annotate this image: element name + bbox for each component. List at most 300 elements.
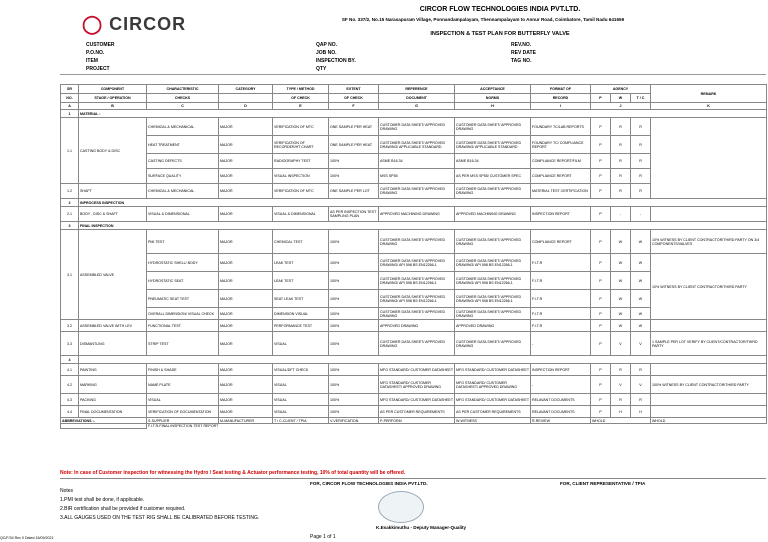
row-reference: CUSTOMER DATA SHEET/ APPROVED DRAWING/ APPLICABLE STANDARD bbox=[379, 136, 455, 154]
row-acceptance: CUSTOMER DATA SHEET/ APPROVED DRAWING bbox=[455, 308, 531, 320]
row-extent: ONE SAMPLE PER HEAT bbox=[329, 118, 379, 136]
row-tc: V bbox=[631, 332, 651, 356]
field-qap: QAP NO. bbox=[316, 42, 338, 48]
col-sr: SR bbox=[61, 85, 79, 94]
row-acceptance: MFG STANDARD/ CUSTOMER DATASHEET bbox=[455, 394, 531, 406]
row-format: - bbox=[531, 376, 591, 394]
row-category: MAJOR bbox=[219, 154, 273, 169]
row-p: P bbox=[591, 230, 611, 254]
row-characteristic: CHEMICAL & MECHANICAL bbox=[147, 184, 219, 199]
row-tc: W bbox=[631, 230, 651, 254]
section-no: 3 bbox=[61, 222, 79, 230]
row-tc: V bbox=[631, 376, 651, 394]
col-norms: NORMS bbox=[455, 94, 531, 103]
table-row bbox=[61, 376, 767, 394]
section-row bbox=[61, 199, 767, 207]
notes-title: Notes bbox=[60, 488, 74, 494]
section-no: 1 bbox=[61, 110, 79, 118]
abbr-client: T / C-CLIENT / TPIA bbox=[273, 418, 329, 424]
row-extent: 100% bbox=[329, 230, 379, 254]
row-category: MAJOR bbox=[219, 118, 273, 136]
table-row bbox=[61, 254, 767, 272]
header-row-letters bbox=[61, 103, 767, 110]
row-p: P bbox=[591, 184, 611, 199]
row-no: 4.2 bbox=[61, 376, 79, 394]
col-acceptance: ACCEPTANCE bbox=[455, 85, 531, 94]
row-no: 3.3 bbox=[61, 332, 79, 356]
row-remark bbox=[651, 118, 767, 199]
table-row bbox=[61, 364, 767, 376]
col-type: TYPE / METHOD bbox=[273, 85, 329, 94]
col-format: FORMAT OF bbox=[531, 85, 591, 94]
row-characteristic: HYDROSTATIC SEAT bbox=[147, 272, 219, 290]
row-component: ASSEMBLED VALVE bbox=[79, 230, 147, 320]
row-p: P bbox=[591, 254, 611, 272]
col-agency: AGENCY bbox=[591, 85, 651, 94]
row-no: 3.2 bbox=[61, 320, 79, 332]
section-name: FINAL INSPECTION bbox=[79, 222, 767, 230]
field-item: ITEM bbox=[86, 58, 98, 64]
row-remark: 100% WITNESS BY CLIENT CONTRACTOR/THIRD PARTY bbox=[651, 376, 767, 394]
letter-j: J bbox=[591, 103, 651, 110]
col-record: RECORD bbox=[531, 94, 591, 103]
row-format: RELAVANT DOCUMENTS bbox=[531, 394, 591, 406]
row-acceptance: CUSTOMER DATA SHEET/ APPROVED DRAWING bbox=[455, 230, 531, 254]
row-type: VISUAL & DIMENSIONAL bbox=[273, 207, 329, 222]
row-reference: MFG STANDARD/ CUSTOMER DATASHEET/ APPROVED DRAWING bbox=[379, 376, 455, 394]
row-format: F.I.T.R bbox=[531, 272, 591, 290]
row-w: W bbox=[611, 308, 631, 320]
company-seal-stamp bbox=[378, 491, 424, 523]
signer-name: K.Esakkimuthu - Deputy Manager-Quality bbox=[376, 525, 467, 530]
row-type: LEAK TEST bbox=[273, 254, 329, 272]
row-extent: 100% bbox=[329, 364, 379, 376]
field-tag: TAG NO. bbox=[511, 58, 532, 64]
row-no: 2.1 bbox=[61, 207, 79, 222]
row-component: MARKING bbox=[79, 376, 147, 394]
col-remark: REMARK bbox=[651, 85, 767, 103]
row-no: 4.4 bbox=[61, 406, 79, 418]
row-w: V bbox=[611, 332, 631, 356]
row-remark: 10% WITNESS BY CLIENT CONTRACTOR/THIRD PARTY ON 3/4 COMPONENTS/VALVES bbox=[651, 230, 767, 254]
row-component: PAINTING bbox=[79, 364, 147, 376]
row-reference: MFG STANDARD/ CUSTOMER DATASHEET bbox=[379, 364, 455, 376]
document-header bbox=[60, 4, 766, 75]
row-type: VISUAL bbox=[273, 376, 329, 394]
row-extent: ONE SAMPLE PER LOT bbox=[329, 184, 379, 199]
letter-c: C bbox=[147, 103, 219, 110]
row-type: CHEMICAL TEST bbox=[273, 230, 329, 254]
abbr-hold-2: WHOLD bbox=[651, 418, 767, 424]
section-name: MATERIAL : bbox=[79, 110, 767, 118]
field-po: P.O.NO. bbox=[86, 50, 105, 56]
row-characteristic: HYDROSTATIC SHELL/ BODY bbox=[147, 254, 219, 272]
row-p: P bbox=[591, 136, 611, 154]
row-tc: R bbox=[631, 118, 651, 136]
row-type: PERFORMANCE TEST bbox=[273, 320, 329, 332]
row-category: MAJOR bbox=[219, 290, 273, 308]
document-page bbox=[60, 4, 766, 530]
row-extent: 100% bbox=[329, 376, 379, 394]
itp-table bbox=[60, 84, 767, 429]
row-characteristic: OVERALL DIMENSION/ VISUAL CHECK bbox=[147, 308, 219, 320]
row-category: MAJOR bbox=[219, 308, 273, 320]
row-w: W bbox=[611, 254, 631, 272]
row-tc: R bbox=[631, 364, 651, 376]
row-no: 4.1 bbox=[61, 364, 79, 376]
row-reference: CUSTOMER DATA SHEET/ APPROVED DRAWING/ API 598 BS EN12266-1 bbox=[379, 254, 455, 272]
abbr-fitr: F.I.T.R-FINAL INSPECTION TEST REPORT bbox=[148, 424, 219, 429]
row-reference: CUSTOMER DATA SHEET/ APPROVED DRAWING bbox=[379, 184, 455, 199]
row-characteristic: HEAT TREATMENT bbox=[147, 136, 219, 154]
row-reference: CUSTOMER DATA SHEET/ APPROVED DRAWING bbox=[379, 118, 455, 136]
row-tc: W bbox=[631, 272, 651, 290]
abbr-title: ABBREVIATIONS :- bbox=[61, 418, 147, 424]
row-extent: 100% bbox=[329, 272, 379, 290]
row-no: 3.1 bbox=[61, 230, 79, 320]
row-tc: W bbox=[631, 290, 651, 308]
row-extent: 100% bbox=[329, 320, 379, 332]
row-acceptance: MFG STANDARD/ CUSTOMER DATASHEET/ APPROVED DRAWING bbox=[455, 376, 531, 394]
signature-section bbox=[60, 478, 766, 531]
col-extent: EXTENT bbox=[329, 85, 379, 94]
abbr-verification: V-VERIFICATION bbox=[329, 418, 379, 424]
row-characteristic: VERIFICATION OF DOCUMENTATION bbox=[147, 406, 219, 418]
col-no: NO. bbox=[61, 94, 79, 103]
row-tc: W bbox=[631, 308, 651, 320]
row-w: R bbox=[611, 184, 631, 199]
letter-d: D bbox=[219, 103, 273, 110]
field-inspby: INSPECTION BY. bbox=[316, 58, 356, 64]
field-rev: REV.NO. bbox=[511, 42, 532, 48]
row-tc: R bbox=[631, 394, 651, 406]
row-remark bbox=[651, 364, 767, 376]
row-w: R bbox=[611, 364, 631, 376]
row-p: P bbox=[591, 169, 611, 184]
row-format: INSPECTION REPORT bbox=[531, 207, 591, 222]
row-reference: APPROVED DRAWING bbox=[379, 320, 455, 332]
company-address: SF No. 337/2, No.15 Narasapuram Village, Ponnandampalayam, Thennampalayam to Annur Road, Coimbatore, Tamil Nadu 641659 bbox=[341, 17, 625, 22]
section-no: 4 bbox=[61, 356, 79, 364]
row-acceptance: AS PER MSS SP55/ CUSTOMER SPEC bbox=[455, 169, 531, 184]
row-format: INSPECTION REPORT bbox=[531, 364, 591, 376]
letter-b: B bbox=[79, 103, 147, 110]
letter-e: E bbox=[273, 103, 329, 110]
row-type: VISUAL bbox=[273, 394, 329, 406]
field-job: JOB NO. bbox=[316, 50, 337, 56]
row-extent: 100% bbox=[329, 332, 379, 356]
row-p: P bbox=[591, 118, 611, 136]
table-row bbox=[61, 207, 767, 222]
letter-i: I bbox=[531, 103, 591, 110]
row-w: W bbox=[611, 320, 631, 332]
row-reference: APPROVED MACHINING DRAWING bbox=[379, 207, 455, 222]
row-type: VISUAL bbox=[273, 332, 329, 356]
row-acceptance: CUSTOMER DATA SHEET/ APPROVED DRAWING bbox=[455, 184, 531, 199]
col-tc: T / C bbox=[631, 94, 651, 103]
row-tc: R bbox=[631, 184, 651, 199]
company-name: CIRCOR FLOW TECHNOLOGIES INDIA PVT.LTD. bbox=[419, 6, 581, 13]
row-format: F.I.T.R bbox=[531, 254, 591, 272]
row-acceptance: CUSTOMER DATA SHEET/ APPROVED DRAWING/ API 598 BS EN12266-1 bbox=[455, 272, 531, 290]
col-blank bbox=[219, 94, 273, 103]
row-type: VISUAL/DFT CHECK bbox=[273, 364, 329, 376]
row-category: MAJOR bbox=[219, 406, 273, 418]
row-component: PACKING bbox=[79, 394, 147, 406]
col-reference: REFERENCE bbox=[379, 85, 455, 94]
row-reference: CUSTOMER DATA SHEET/ APPROVED DRAWING/ API 598 BS EN12266-1 bbox=[379, 272, 455, 290]
row-acceptance: CUSTOMER DATA SHEET/ APPROVED DRAWING/ APPLICABLE STANDARD bbox=[455, 136, 531, 154]
row-remark bbox=[651, 207, 767, 222]
row-type: RADIOGRAPHY TEST bbox=[273, 154, 329, 169]
row-component: DISMANTLING bbox=[79, 332, 147, 356]
abbr-witness: W-WITNESS bbox=[455, 418, 531, 424]
row-tc: R bbox=[631, 136, 651, 154]
row-component: SHAFT bbox=[79, 184, 147, 199]
row-extent: 100% bbox=[329, 169, 379, 184]
row-p: P bbox=[591, 290, 611, 308]
row-characteristic: PNEUMATIC SEAT TEST bbox=[147, 290, 219, 308]
row-remark: 1 SAMPLE PER LOT VERIFY BY CLIENT/CONTRACTOR/THIRD PARTY bbox=[651, 332, 767, 356]
row-extent: 100% bbox=[329, 290, 379, 308]
table-row bbox=[61, 230, 767, 254]
abbr-perform: P-PERFORM bbox=[379, 418, 455, 424]
field-qty: QTY bbox=[316, 66, 327, 72]
row-reference: CUSTOMER DATA SHEET/ APPROVED DRAWING/ API 598 BS EN12266-1 bbox=[379, 290, 455, 308]
note-1: 1.PMI test shall be done, if applicable. bbox=[60, 497, 145, 503]
row-category: MAJOR bbox=[219, 169, 273, 184]
row-format: F.I.T.R bbox=[531, 320, 591, 332]
row-characteristic: VISUAL & DIMENSIONAL bbox=[147, 207, 219, 222]
col-ofcheck: OF CHECK bbox=[273, 94, 329, 103]
row-extent: ONE SAMPLE PER HEAT bbox=[329, 136, 379, 154]
section-row bbox=[61, 356, 767, 364]
row-category: MAJOR bbox=[219, 254, 273, 272]
abbr-manufacturer: M-MANUFACTURER bbox=[219, 418, 273, 424]
row-p: P bbox=[591, 154, 611, 169]
abbr-supplier: S-SUPPLIER bbox=[147, 418, 219, 424]
letter-h: H bbox=[455, 103, 531, 110]
row-format: F.I.T.R bbox=[531, 290, 591, 308]
row-type: VISUAL bbox=[273, 406, 329, 418]
row-remark bbox=[651, 320, 767, 332]
row-extent: AS PER INSPECTION TEST SAMPLING PLAN bbox=[329, 207, 379, 222]
letter-g: G bbox=[379, 103, 455, 110]
row-characteristic: SURFACE QUALITY bbox=[147, 169, 219, 184]
row-extent: 100% bbox=[329, 254, 379, 272]
letter-k: K bbox=[651, 103, 767, 110]
row-tc: R bbox=[631, 154, 651, 169]
row-format: F.I.T.R bbox=[531, 308, 591, 320]
row-category: MAJOR bbox=[219, 320, 273, 332]
row-tc: W bbox=[631, 254, 651, 272]
note-3: 3.ALL GAUGES USED ON THE TEST RIG SHALL BE CALIBRATED BEFORE TESTING. bbox=[60, 515, 260, 521]
row-reference: CUSTOMER DATA SHEET/ APPROVED DRAWING bbox=[379, 332, 455, 356]
row-p: P bbox=[591, 364, 611, 376]
field-revdate: REV DATE bbox=[511, 50, 536, 56]
col-w: W bbox=[611, 94, 631, 103]
row-w: W bbox=[611, 272, 631, 290]
row-remark: 10% WITNESS BY CLIENT CONTRACTOR/THIRD PARTY bbox=[651, 254, 767, 320]
section-name: INPROCESS INSPECTION bbox=[79, 199, 767, 207]
row-w: R bbox=[611, 154, 631, 169]
row-no: 1.2 bbox=[61, 184, 79, 199]
letter-a: A bbox=[61, 103, 79, 110]
table-row bbox=[61, 118, 767, 136]
table-row bbox=[61, 394, 767, 406]
row-no: 4.3 bbox=[61, 394, 79, 406]
row-acceptance: CUSTOMER DATA SHEET/ APPROVED DRAWING/ API 598 BS EN12266-1 bbox=[455, 290, 531, 308]
row-p: P bbox=[591, 320, 611, 332]
row-p: P bbox=[591, 308, 611, 320]
row-component: FINAL DOCUMENTATION bbox=[79, 406, 147, 418]
table-row bbox=[61, 332, 767, 356]
section-no: 2 bbox=[61, 199, 79, 207]
row-type: VISUAL INSPECTION bbox=[273, 169, 329, 184]
row-remark bbox=[651, 406, 767, 418]
table-row bbox=[61, 406, 767, 418]
row-acceptance: MFG STANDARD/ CUSTOMER DATASHEET bbox=[455, 364, 531, 376]
row-acceptance: CUSTOMER DATA SHEET/ APPROVED DRAWING bbox=[455, 118, 531, 136]
row-characteristic: NAME PLATE bbox=[147, 376, 219, 394]
row-characteristic: CASTING DEFECTS bbox=[147, 154, 219, 169]
row-w: W bbox=[611, 230, 631, 254]
row-p: P bbox=[591, 376, 611, 394]
section-row bbox=[61, 222, 767, 230]
row-reference: MSS SP55 bbox=[379, 169, 455, 184]
customer-inspection-note: Note: In case of Customer inspection for witnessing the Hydro / Seat testing & Actuator performance testing, 10% of total quantity will be offered. bbox=[60, 470, 406, 476]
field-customer: CUSTOMER bbox=[86, 42, 115, 48]
row-acceptance: AS PER CUSTOMER REQUIREMENTS bbox=[455, 406, 531, 418]
row-category: MAJOR bbox=[219, 207, 273, 222]
row-component: ASSEMBLED VALVE WITH LEV bbox=[79, 320, 147, 332]
row-w: R bbox=[611, 136, 631, 154]
row-category: MAJOR bbox=[219, 332, 273, 356]
row-reference: ASME B16.34 bbox=[379, 154, 455, 169]
row-extent: 100% bbox=[329, 394, 379, 406]
col-stage: STAGE / OPERATION bbox=[79, 94, 147, 103]
row-characteristic: FINISH & SHADE bbox=[147, 364, 219, 376]
row-tc: - bbox=[631, 207, 651, 222]
row-reference: AS PER CUSTOMER REQUIREMENTS bbox=[379, 406, 455, 418]
logo-text: CIRCOR bbox=[109, 14, 187, 34]
row-type: VERIFICATION OF MTC bbox=[273, 184, 329, 199]
table-row bbox=[61, 320, 767, 332]
document-title: INSPECTION & TEST PLAN FOR BUTTERFLY VALVE bbox=[430, 31, 570, 37]
row-reference: MFG STANDARD/ CUSTOMER DATASHEET bbox=[379, 394, 455, 406]
col-ofcheck2: OF CHECK bbox=[329, 94, 379, 103]
row-reference: CUSTOMER DATA SHEET/ APPROVED DRAWING bbox=[379, 308, 455, 320]
document-control-number: QC/F/34 Rev 0 Dated 16/09/2021 bbox=[0, 536, 54, 540]
row-w: V bbox=[611, 376, 631, 394]
row-format: FOUNDARY TC/LAB REPORTS bbox=[531, 118, 591, 136]
section-name bbox=[79, 356, 767, 364]
row-category: MAJOR bbox=[219, 230, 273, 254]
row-characteristic: VISUAL bbox=[147, 394, 219, 406]
row-type: LEAK TEST bbox=[273, 272, 329, 290]
row-category: MAJOR bbox=[219, 136, 273, 154]
row-acceptance: ASME B16.34 bbox=[455, 154, 531, 169]
abbr-hold: WHOLD bbox=[591, 418, 651, 424]
row-w: W bbox=[611, 290, 631, 308]
header-row-1 bbox=[61, 85, 767, 94]
row-characteristic: FUNCTIONAL TEST bbox=[147, 320, 219, 332]
client-signature-label: FOR, CLIENT REPRESENTATIVE / TPIA bbox=[560, 481, 646, 486]
abbr-review: R-REVIEW bbox=[531, 418, 591, 424]
row-no: 1.1 bbox=[61, 118, 79, 184]
row-format: MATERIAL TEST CERTIFICATION bbox=[531, 184, 591, 199]
row-format: RELAVANT DOCUMENTS bbox=[531, 406, 591, 418]
row-w: R bbox=[611, 169, 631, 184]
row-type: VERIFICATION OF RECORDER/HT CHART bbox=[273, 136, 329, 154]
row-extent: 100% bbox=[329, 406, 379, 418]
row-category: MAJOR bbox=[219, 184, 273, 199]
row-tc: H bbox=[631, 406, 651, 418]
row-format: FOUNDARY TC/ COMPLIANCE REPORT bbox=[531, 136, 591, 154]
row-category: MAJOR bbox=[219, 376, 273, 394]
row-reference: CUSTOMER DATA SHEET/ APPROVED DRAWING bbox=[379, 230, 455, 254]
row-acceptance: CUSTOMER DATA SHEET/ APPROVED DRAWING/ API 598 BS EN12266-1 bbox=[455, 254, 531, 272]
row-characteristic: CHEMICAL & MECHANICAL bbox=[147, 118, 219, 136]
row-type: VERIFICATION OF MTC bbox=[273, 118, 329, 136]
row-tc: R bbox=[631, 169, 651, 184]
row-tc: W bbox=[631, 320, 651, 332]
col-component: COMPONENT bbox=[79, 85, 147, 94]
row-characteristic: STRIP TEST bbox=[147, 332, 219, 356]
row-w: R bbox=[611, 394, 631, 406]
col-document: DOCUMENT bbox=[379, 94, 455, 103]
section-row bbox=[61, 110, 767, 118]
col-characteristic: CHARACTERISTIC bbox=[147, 85, 219, 94]
row-p: P bbox=[591, 394, 611, 406]
row-format: - bbox=[531, 332, 591, 356]
row-p: P bbox=[591, 332, 611, 356]
col-checks: CHECKS bbox=[147, 94, 219, 103]
row-category: MAJOR bbox=[219, 364, 273, 376]
row-acceptance: CUSTOMER DATA SHEET/ APPROVED DRAWING bbox=[455, 332, 531, 356]
abbr-blank bbox=[61, 424, 147, 429]
row-w: H bbox=[611, 406, 631, 418]
row-type: SEAT LEAK TEST bbox=[273, 290, 329, 308]
row-format: COMPLIANCE REPORT/FILM bbox=[531, 154, 591, 169]
row-component: CASTING BODY & DISC bbox=[79, 118, 147, 184]
row-p: P bbox=[591, 406, 611, 418]
col-p: P bbox=[591, 94, 611, 103]
row-w: - bbox=[611, 207, 631, 222]
field-project: PROJECT bbox=[86, 66, 110, 72]
page-number: Page 1 of 1 bbox=[310, 534, 336, 540]
row-remark bbox=[651, 394, 767, 406]
row-acceptance: APPROVED DRAWING bbox=[455, 320, 531, 332]
row-type: DIMENSION VISUAL bbox=[273, 308, 329, 320]
note-2: 2.BIR certification shall be provided if customer required. bbox=[60, 506, 186, 512]
row-characteristic: PMI TEST bbox=[147, 230, 219, 254]
row-category: MAJOR bbox=[219, 272, 273, 290]
row-p: P bbox=[591, 272, 611, 290]
row-component: BODY , DISC & SHAFT bbox=[79, 207, 147, 222]
abbreviation-row-2 bbox=[61, 424, 767, 429]
row-acceptance: APPROVED MACHINING DRAWING bbox=[455, 207, 531, 222]
row-extent: 100% bbox=[329, 154, 379, 169]
letter-f: F bbox=[329, 103, 379, 110]
circor-signature-label: FOR, CIRCOR FLOW TECHNOLOGIES INDIA PVT.LTD. bbox=[310, 481, 428, 486]
row-w: R bbox=[611, 118, 631, 136]
notes-block bbox=[60, 487, 259, 523]
row-category: MAJOR bbox=[219, 394, 273, 406]
row-p: P bbox=[591, 207, 611, 222]
col-category: CATEGORY bbox=[219, 85, 273, 94]
row-extent: 100% bbox=[329, 308, 379, 320]
